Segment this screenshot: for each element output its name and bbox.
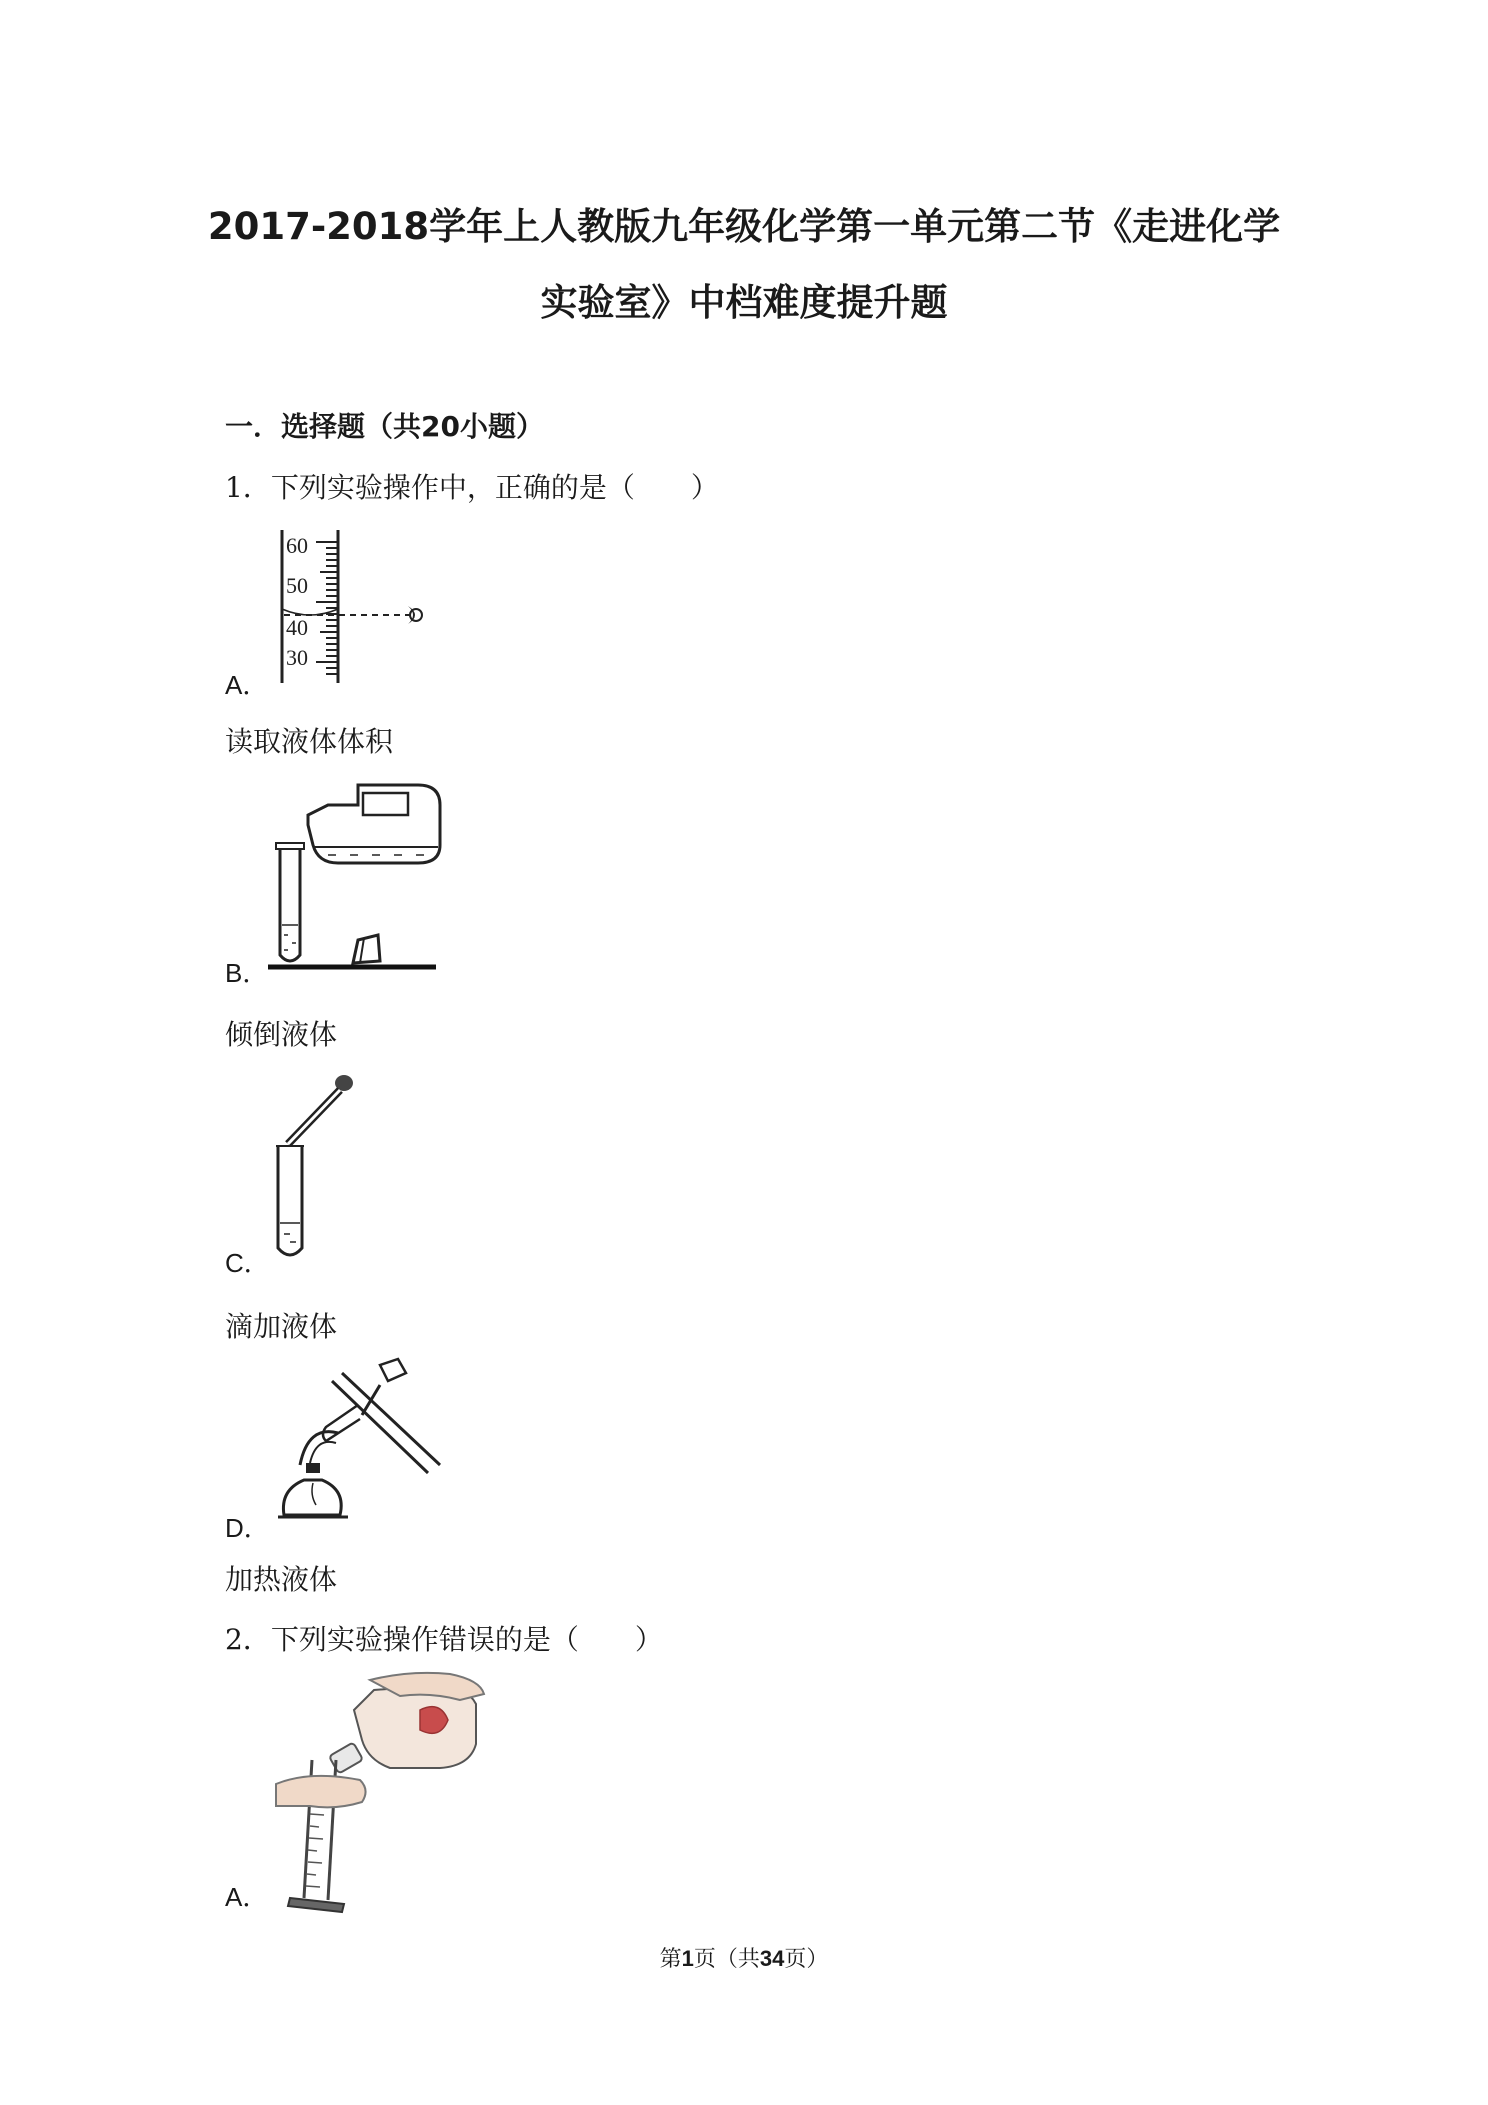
q1-option-d-label: D． xyxy=(225,1513,270,1543)
q1-option-a-caption: 读取液体体积 xyxy=(225,725,394,758)
footer-prefix: 第 xyxy=(659,1947,682,1972)
graduated-cylinder-reading-icon xyxy=(270,525,430,685)
section-heading: 一．选择题（共20小题） xyxy=(225,410,544,443)
hand-pouring-into-cylinder-icon xyxy=(270,1670,490,1920)
scale-tick-30: 30 xyxy=(286,645,308,670)
question-2-stem: 2．下列实验操作错误的是（ ） xyxy=(225,1623,663,1656)
pouring-liquid-icon xyxy=(268,775,448,975)
page-title-line2: 实验室》中档难度提升题 xyxy=(540,281,948,324)
footer-suffix: 页） xyxy=(784,1947,829,1972)
q1-option-c-caption: 滴加液体 xyxy=(225,1310,338,1343)
footer-page-number: 1 xyxy=(681,1946,694,1971)
dropper-icon xyxy=(268,1068,368,1268)
question-1-stem: 1．下列实验操作中，正确的是（ ） xyxy=(225,471,719,504)
q1-option-c-label: C． xyxy=(225,1248,270,1278)
scale-tick-40: 40 xyxy=(286,615,308,640)
q1-option-b-caption: 倾倒液体 xyxy=(225,1018,338,1051)
heating-test-tube-icon xyxy=(270,1355,445,1530)
page-title-line1: 2017-2018学年上人教版九年级化学第一单元第二节《走进化学 xyxy=(207,205,1281,248)
scale-tick-50: 50 xyxy=(286,573,308,598)
page-footer xyxy=(0,1942,1488,1973)
scale-tick-60: 60 xyxy=(286,533,308,558)
q1-option-b-label: B． xyxy=(225,958,269,988)
footer-middle: 页（共 xyxy=(693,1947,760,1972)
footer-total-pages: 34 xyxy=(759,1946,785,1971)
q1-option-a-label: A． xyxy=(225,670,269,700)
q2-option-a-label: A． xyxy=(225,1882,269,1912)
q1-option-d-caption: 加热液体 xyxy=(225,1563,338,1596)
